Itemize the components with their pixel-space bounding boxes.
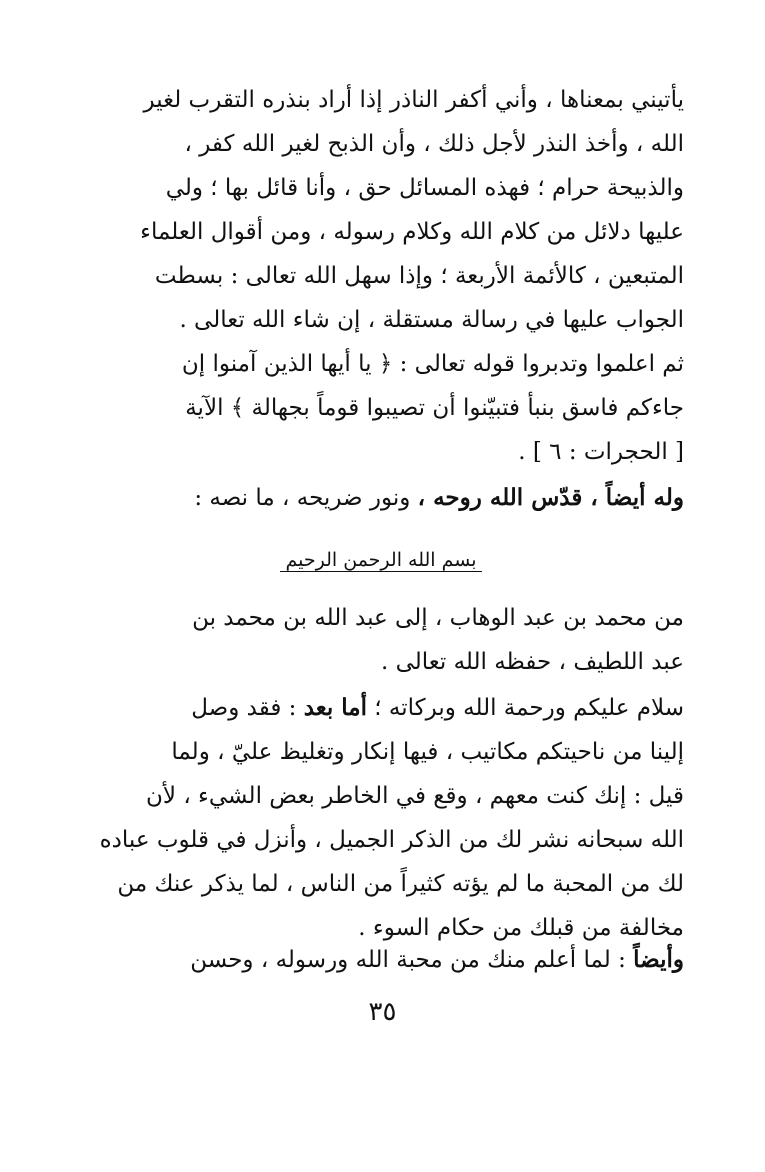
text-line: مخالفة من قبلك من حكام السوء . [358, 915, 684, 941]
basmala-text: بسم الله الرحمن الرحيم [280, 549, 483, 572]
page-number: ٣٥ [368, 997, 397, 1027]
paragraph-3 [78, 596, 684, 684]
paragraph-4 [78, 686, 684, 950]
heading-rest-text: ونور ضريحه ، ما نصه : [194, 485, 418, 511]
text-line: إلينا من ناحيتكم مكاتيب ، فيها إنكار وتغليظ عليّ ، ولما [171, 739, 684, 765]
text-line: عبد اللطيف ، حفظه الله تعالى . [380, 649, 684, 675]
paragraph-5 [78, 938, 684, 982]
text-line: من محمد بن عبد الوهاب ، إلى عبد الله بن محمد بن [192, 605, 684, 631]
basmala-ornament [78, 540, 684, 580]
text-line: الله ، وأخذ النذر لأجل ذلك ، وأن الذبح لغير الله كفر ، [184, 131, 684, 157]
text-line [78, 686, 684, 730]
text-line: والذبيحة حرام ؛ فهذه المسائل حق ، وأنا قائل بها ؛ ولي [165, 175, 684, 201]
text-line: لك من المحبة ما لم يؤته كثيراً من الناس ، لما يذكر عنك من [117, 871, 684, 897]
amma-bad-bold: أما بعد [303, 694, 367, 721]
paragraph-2 [78, 342, 684, 474]
text-line [78, 938, 684, 982]
letter-heading [78, 476, 684, 520]
text-line: ثم اعلموا وتدبروا قوله تعالى : ﴿ يا أيها الذين آمنوا إن [181, 351, 684, 377]
heading-bold-text: وله أيضاً ، قدّس الله روحه ، [417, 484, 684, 511]
paragraph-1 [78, 78, 684, 342]
text-line: جاءكم فاسق بنبأ فتبيّنوا أن تصيبوا قوماً بجهالة ﴾ الآية [185, 395, 684, 421]
heading-line [78, 476, 684, 520]
greeting-text: سلام عليكم ورحمة الله وبركاته ؛ [367, 695, 684, 721]
text-line: المتبعين ، كالأئمة الأربعة ؛ وإذا سهل الله تعالى : بسطت [154, 263, 684, 289]
paragraph-5-rest: : لما أعلم منك من محبة الله ورسوله ، وحسن [190, 947, 634, 973]
text-line: [ الحجرات : ٦ ] . [518, 439, 684, 465]
greeting-continuation: : فقد وصل [191, 695, 304, 721]
text-line: الجواب عليها في رسالة مستقلة ، إن شاء الله تعالى . [179, 307, 684, 333]
text-line: الله سبحانه نشر لك من الذكر الجميل ، وأنزل في قلوب عباده [99, 827, 684, 853]
text-line: يأتيني بمعناها ، وأني أكفر الناذر إذا أراد بنذره التقرب لغير [143, 87, 684, 113]
aydan-bold: وأيضاً [633, 946, 684, 973]
text-line: قيل : إنك كنت معهم ، وقع في الخاطر بعض الشيء ، لأن [146, 783, 684, 809]
text-line: عليها دلائل من كلام الله وكلام رسوله ، ومن أقوال العلماء [140, 219, 684, 245]
